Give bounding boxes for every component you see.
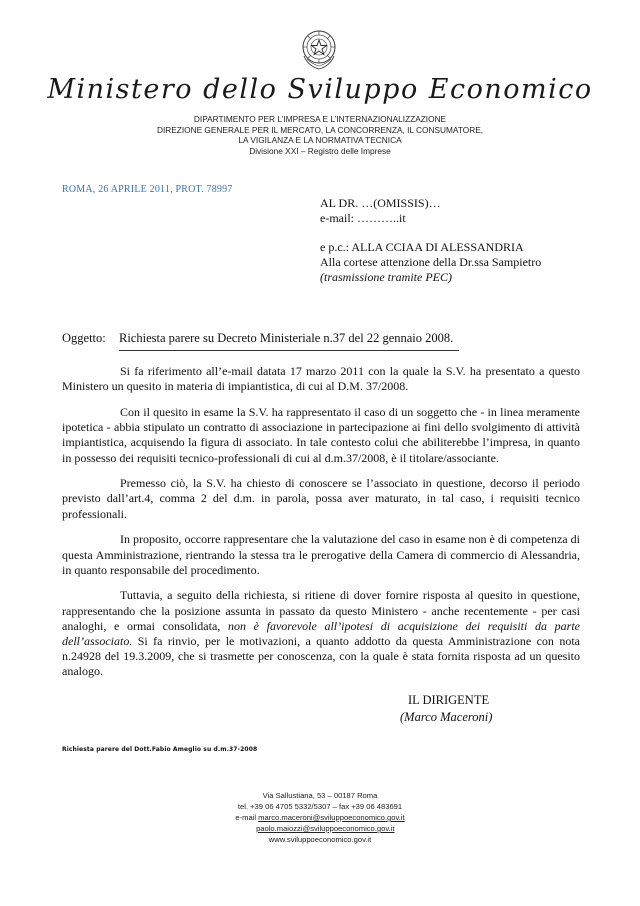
letter-body — [62, 364, 580, 690]
department-heading — [100, 114, 540, 156]
division-line: Divisione XXI – Registro delle Imprese — [249, 145, 391, 156]
subject-divider — [119, 350, 459, 351]
body-paragraph: Premesso ciò, la S.V. ha chiesto di conoscere se l’associato in questione, decorso il periodo previsto dall’art.4, comma 2 del d.m. in parola, possa aver maturato, in tal caso, i requisiti tecnico professionali. — [62, 476, 580, 521]
date-protocol: ROMA, 26 APRILE 2011, PROT. 78997 — [62, 184, 233, 195]
footer-website[interactable]: www.sviluppoeconomico.gov.it — [268, 835, 372, 844]
subject-text: Richiesta parere su Decreto Ministeriale n.37 del 22 gennaio 2008. — [119, 331, 454, 345]
email-link[interactable]: paolo.maiozzi@sviluppoeconomico.gov.it — [256, 824, 395, 833]
body-emphasis: non è favorevole all’ipotesi di acquisizione dei requisiti da parte dell’associato. — [62, 618, 580, 649]
addressee-email: e-mail: ………..it — [320, 211, 406, 225]
footer-email-label: e-mail — [235, 813, 259, 822]
document-footnote: Richiesta parere del Dott.Fabio Ameglio su d.m.37-2008 — [62, 746, 258, 753]
body-text: Si fa rinvio, per le motivazioni, a quanto addotto da questa Amministrazione con nota n.24928 del 19.3.2009, che si trasmette per conoscenza, con la quale è stata fornita risposta ad un quesito analogo. — [62, 634, 580, 679]
italian-republic-emblem-icon — [298, 26, 340, 72]
direction-line: DIREZIONE GENERALE PER IL MERCATO, LA CONCORRENZA, IL CONSUMATORE, — [156, 124, 484, 135]
signature-title: IL DIRIGENTE — [408, 693, 490, 707]
footer-address: Via Sallustiana, 53 – 00187 Roma — [262, 791, 378, 800]
addressee-transmission: (trasmissione tramite PEC) — [320, 270, 452, 284]
footer-contacts — [200, 790, 440, 845]
addressee-block — [320, 196, 541, 285]
footer-email-row — [200, 823, 440, 834]
body-paragraph: In proposito, occorre rappresentare che la valutazione del caso in esame non è di competenza di questa Amministrazione, rientrando la stessa tra le prerogative della Camera di commercio di Alessandria, in quanto responsabile del procedimento. — [62, 532, 580, 577]
body-text: Tuttavia, a seguito della richiesta, si ritiene di dover fornire risposta al quesito in questione, rappresentando che la posizione assunta in passato da questo Ministero - anche recentemente - per casi analoghi, e ormai consolidata, — [62, 588, 580, 633]
email-link[interactable]: marco.maceroni@sviluppoeconomico.gov.it — [258, 813, 405, 822]
footer-phone: tel. +39 06 4705 5332/5307 – fax +39 06 483691 — [237, 802, 403, 811]
body-paragraph: Con il quesito in esame la S.V. ha rappresentato il caso di un soggetto che - in linea meramente ipotetica - abbia stipulato un contratto di associazione in partecipazione ai fini dello svolgimento di attività impiantistica, acquisendo la figura di associato. In tale contesto colui che abiliterebbe l’impresa, in quanto in possesso dei requisiti tecnico-professionali di cui al d.m.37/2008, è il titolare/associante. — [62, 404, 580, 465]
signature-name: (Marco Maceroni) — [400, 710, 493, 724]
subject-label: Oggetto: — [62, 331, 106, 345]
body-paragraph — [62, 588, 580, 679]
addressee-to: AL DR. …(OMISSIS)… — [320, 196, 441, 210]
direction-line-cont: LA VIGILANZA E LA NORMATIVA TECNICA — [238, 135, 402, 145]
addressee-cc: e p.c.: ALLA CCIAA DI ALESSANDRIA — [320, 240, 524, 254]
department-line: DIPARTIMENTO PER L’IMPRESA E L’INTERNAZIONALIZZAZIONE — [193, 114, 447, 124]
ministry-name: Ministero dello Sviluppo Economico — [47, 74, 593, 105]
footer-email-row — [200, 812, 440, 823]
addressee-attention: Alla cortese attenzione della Dr.ssa Sampietro — [320, 255, 542, 269]
body-paragraph: Si fa riferimento all’e-mail datata 17 marzo 2011 con la quale la S.V. ha presentato a questo Ministero un quesito in materia di impiantistica, di cui al D.M. 37/2008. — [62, 364, 580, 394]
